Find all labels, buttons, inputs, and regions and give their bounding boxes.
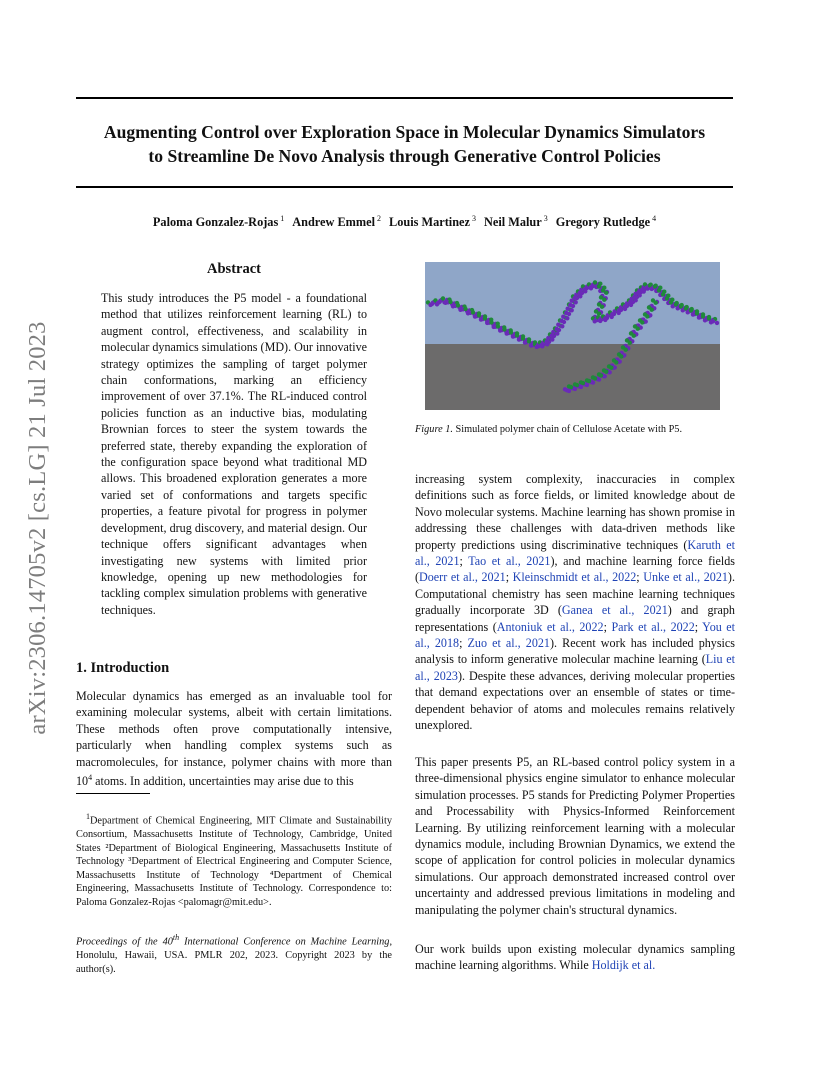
polymer-bead: [707, 316, 711, 320]
proceedings-note: [76, 931, 392, 976]
citation-link[interactable]: You et al., 2018: [415, 619, 736, 651]
polymer-bead: [527, 339, 531, 343]
polymer-bead: [515, 333, 519, 337]
arxiv-identifier: arXiv:2306.14705v2 [cs.LG] 21 Jul 2023: [24, 320, 51, 735]
polymer-bead: [587, 379, 591, 383]
polymer-bead: [448, 300, 452, 304]
right-paragraph-1: [415, 471, 735, 734]
citation-link[interactable]: Karuth et al., 2021: [415, 537, 735, 569]
abstract-paragraph: This study introduces the P5 model - a foundational method that utilizes reinforcement learning (RL) to augment control, effectiveness, and scalability in molecular dynamics simulations (MD). Our innovative strategy optimizes the sampling of target polymer chain conformations, marking an efficiency improvement of over 37.1%. The RL-induced control policies function as an inductive bias, modulating Brownian forces to steer the system towards the preferred state, thereby expanding the exploration of the configuration space beyond what traditional MD allows. This broadened exploration generates a more varied set of conformations and targets specific properties, a feature pivotal for progress in polymer development, drug discovery, and material design. Our technique offers significant advantages when investigating new systems with limited prior knowledge, opening up new methodologies for tackling complex simulation problems with generative techniques.: [101, 291, 368, 617]
proceedings-rest: , Honolulu, Hawaii, USA. PMLR 202, 2023. Copyright 2023 by the author(s).: [76, 936, 393, 975]
paragraph-text: ;: [636, 570, 644, 585]
right-paragraph-3: [415, 941, 735, 974]
footnote-text: Department of Chemical Engineering, MIT Climate and Sustainability Consortium, Massachusetts Institute of Technology, Cambridge, United States ²Department of Biological Engineering, Massachusetts Institute of Technology ³Department of Electrical Engineering and Computer Science, Massachusetts Institute of Technology ⁴Department of Chemical Engineering, Massachusetts Institute of Technology. Correspondence to: Paloma Gonzalez-Rojas <palomagr@mit.edu>.: [76, 815, 392, 908]
proceedings-italic-2: International Conference on Machine Learning: [179, 936, 390, 948]
footnote-marker: 1: [86, 812, 90, 821]
intro-text-part1: Molecular dynamics has emerged as an invaluable tool for examining molecular systems, albeit with certain limitations. These methods often prove computationally intensive, particularly when handling complex systems such as macromolecules, for instance, polymer chains with more than 10: [76, 689, 392, 789]
polymer-bead: [563, 387, 567, 391]
polymer-bead: [640, 320, 644, 324]
polymer-bead: [636, 327, 640, 331]
polymer-bead: [599, 373, 603, 377]
polymer-bead: [679, 304, 683, 308]
paragraph-text: ), and machine learning force fields (: [415, 554, 735, 585]
polymer-bead: [684, 306, 688, 310]
figure-caption-text: Simulated polymer chain of Cellulose Acetate with P5.: [452, 424, 683, 435]
polymer-bead: [561, 315, 565, 319]
polymer-bead: [645, 314, 649, 318]
polymer-bead: [556, 323, 560, 327]
polymer-bead: [597, 312, 601, 316]
figure-polymer-render: [425, 262, 720, 410]
author-affiliation-marker: 1: [280, 214, 285, 223]
polymer-bead: [689, 308, 693, 312]
author: [484, 215, 548, 229]
polymer-bead: [624, 348, 628, 352]
author-name: Andrew Emmel: [292, 215, 376, 230]
introduction-paragraph: [76, 688, 392, 789]
paragraph-text: ) and graph representations (: [415, 603, 735, 634]
citation-link[interactable]: Park et al., 2022: [611, 619, 695, 634]
author-name: Louis Martinez: [389, 215, 470, 230]
polymer-bead: [665, 296, 669, 300]
abstract-heading: Abstract: [207, 261, 261, 277]
polymer-bead: [496, 324, 500, 328]
citation-link[interactable]: Antoniuk et al., 2022: [496, 619, 604, 634]
polymer-bead: [456, 303, 460, 307]
section-heading-introduction: 1. Introduction: [76, 660, 170, 676]
exponent: 4: [88, 773, 93, 783]
polymer-bead: [593, 376, 597, 380]
polymer-bead: [661, 292, 665, 296]
author-name: Neil Malur: [483, 215, 542, 230]
polymer-bead: [581, 381, 585, 385]
polymer-bead: [632, 334, 636, 338]
polymer-bead: [604, 370, 608, 374]
polymer-bead: [502, 327, 506, 331]
author-affiliation-marker: 2: [377, 214, 382, 223]
author-affiliation-marker: 3: [543, 214, 548, 223]
polymer-bead: [463, 307, 467, 311]
polymer-bead: [711, 319, 715, 323]
paragraph-text: increasing system complexity, inaccuracies in complex definitions such as force fields, or limited knowledge about de Novo molecular systems. Machine learning has shown promise in addressing these challenges with data-driven methods like property predictions using discriminative techniques (: [415, 472, 735, 552]
polymer-bead: [614, 360, 618, 364]
polymer-bead: [555, 327, 559, 331]
polymer-bead: [669, 300, 673, 304]
polymer-bead: [570, 308, 574, 312]
proceedings-number: 40: [162, 936, 173, 948]
title-line-1: Augmenting Control over Exploration Space in Molecular Dynamics Simulators: [103, 122, 706, 142]
arxiv-watermark: [18, 295, 58, 760]
paragraph-text: ). Despite these advances, deriving molecular properties that demand expectations over an ensemble of states or time-dependent behavior of atoms and molecules remains relatively unexplored.: [415, 668, 735, 733]
author: [153, 215, 284, 229]
right-paragraph-3-text: Our work builds upon existing molecular dynamics sampling machine learning algorithms. While: [415, 942, 735, 973]
polymer-bead: [483, 316, 487, 320]
polymer-bead: [574, 300, 578, 304]
author-name: Gregory Rutledge: [555, 215, 651, 230]
citation-link[interactable]: Tao et al., 2021: [468, 554, 551, 569]
polymer-bead: [628, 341, 632, 345]
paragraph-text: ). Computational chemistry has seen machine learning techniques gradually incorporate 3D (: [415, 570, 735, 618]
author: [556, 215, 656, 229]
polymer-bead: [567, 389, 571, 393]
paragraph-text: ;: [505, 570, 513, 585]
paragraph-text: ;: [459, 554, 469, 569]
author-affiliation-marker: 4: [652, 214, 657, 223]
citation-link[interactable]: Zuo et al., 2021: [467, 636, 550, 651]
polymer-bead: [471, 310, 475, 314]
polymer-bead: [565, 316, 569, 320]
title-bottom-rule: [76, 186, 733, 188]
affiliations-footnote: [76, 810, 392, 910]
polymer-bead: [564, 311, 568, 315]
polymer-bead: [609, 366, 613, 370]
title-line-2: to Streamline De Novo Analysis through Generative Control Policies: [148, 146, 661, 166]
polymer-bead: [674, 302, 678, 306]
polymer-bead: [602, 298, 606, 302]
citation-link[interactable]: Holdijk et al.: [591, 958, 656, 973]
polymer-bead: [560, 319, 564, 323]
paper-title: [76, 120, 733, 168]
author-list: [60, 214, 749, 230]
polymer-bead: [657, 288, 661, 292]
citation-link[interactable]: Kleinschmidt et al., 2022: [512, 570, 637, 585]
polymer-bead: [600, 305, 604, 309]
polymer-bead: [604, 291, 608, 295]
polymer-bead: [695, 311, 699, 315]
polymer-bead: [489, 320, 493, 324]
paragraph-text: ;: [459, 636, 468, 651]
citation-link[interactable]: Unke et al., 2021: [643, 570, 728, 585]
proceedings-ordinal: th: [172, 933, 180, 942]
polymer-bead: [654, 301, 658, 305]
polymer-bead: [575, 383, 579, 387]
polymer-bead: [568, 303, 572, 307]
figure-label: Figure 1.: [415, 424, 453, 435]
proceedings-italic-1: Proceedings of the: [76, 936, 163, 948]
paragraph-text: ;: [694, 619, 703, 634]
right-paragraph-2-text: This paper presents P5, an RL-based control policy system in a three-dimensional physics engine simulator to enhance molecular simulation processes. P5 stands for Predicting Polymer Properties and Processability with Physics-Informed Reinforcement Learning. By utilizing reinforcement learning with a molecular dynamics module, including Brownian Dynamics, we extend the scope of application for control policies in molecular dynamics simulations. Our approach demonstrated increased control over uncertainty and addressed previous limitations in modeling and manipulating the polymer chain's structural dynamics.: [415, 755, 735, 917]
polymer-bead: [593, 280, 597, 284]
figure-floor: [425, 344, 720, 410]
polymer-bead: [653, 284, 657, 288]
author: [389, 215, 476, 229]
abstract-text: [101, 290, 367, 618]
polymer-bead: [619, 354, 623, 358]
author: [292, 215, 381, 229]
footnote-rule: [76, 793, 150, 794]
polymer-bead: [477, 313, 481, 317]
polymer-bead: [521, 336, 525, 340]
intro-text-part2: atoms. In addition, uncertainties may arise due to this: [92, 774, 354, 789]
paragraph-text: ;: [603, 619, 612, 634]
polymer-bead: [650, 308, 654, 312]
polymer-bead: [701, 314, 705, 318]
right-paragraph-2: [415, 754, 735, 918]
polymer-bead: [509, 330, 513, 334]
polymer-bead: [560, 324, 564, 328]
paragraph-text: ). Recent work has included physics analysis to inform generative molecular machine learning (: [415, 636, 735, 667]
figure-caption: [415, 424, 735, 435]
polymer-bead: [441, 296, 445, 300]
citation-link[interactable]: Liu et al., 2023: [415, 652, 736, 683]
polymer-bead: [597, 284, 601, 288]
citation-link[interactable]: Doerr et al., 2021: [419, 570, 506, 585]
author-affiliation-marker: 3: [471, 214, 476, 223]
polymer-bead: [569, 385, 573, 389]
polymer-chain-image: [425, 262, 720, 410]
polymer-bead: [715, 321, 719, 325]
title-top-rule: [76, 97, 733, 99]
citation-link[interactable]: Ganea et al., 2021: [561, 603, 668, 618]
author-name: Paloma Gonzalez-Rojas: [152, 215, 279, 230]
polymer-bead: [566, 307, 570, 311]
